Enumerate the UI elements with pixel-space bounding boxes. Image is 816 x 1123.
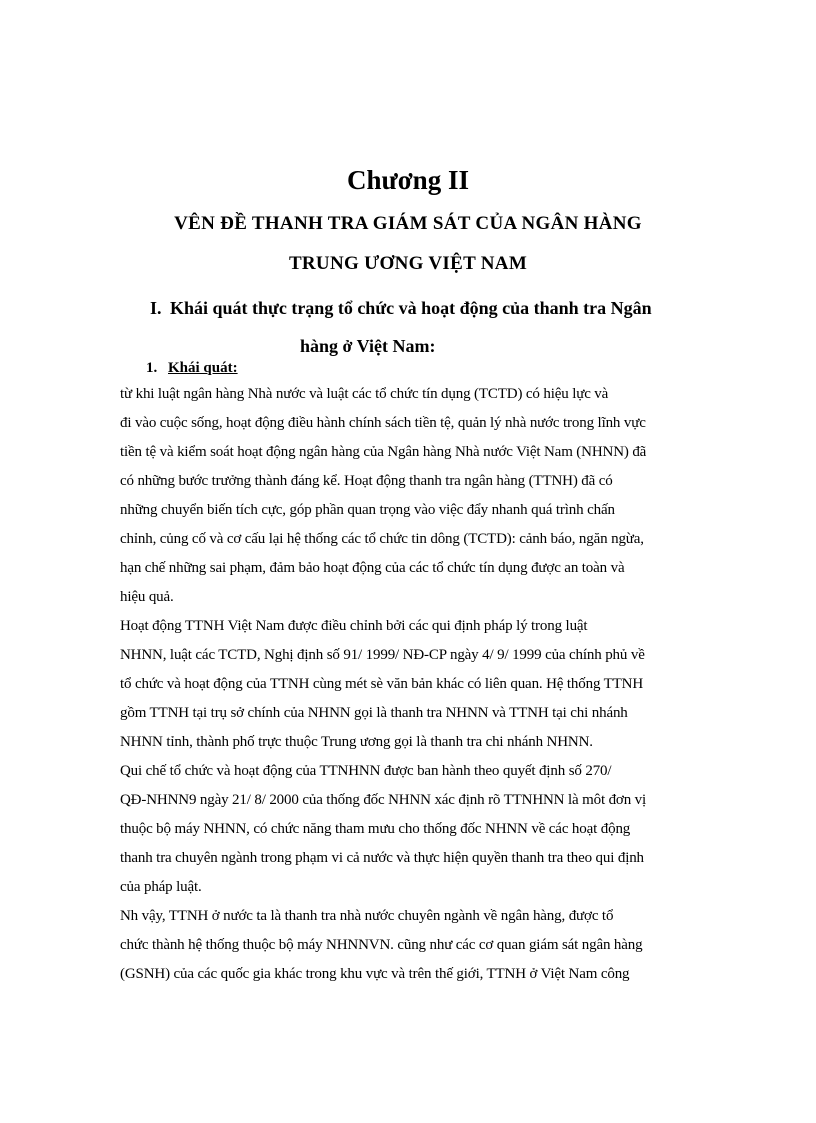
body-line: gồm TTNH tại trụ sở chính của NHNN gọi là thanh tra NHNN và TTNH tại chi nhánh [120, 705, 628, 721]
section-heading-line-1 [150, 289, 710, 327]
body-line: NHNN, luật các TCTD, Nghị định số 91/ 1999/ NĐ-CP ngày 4/ 9/ 1999 của chính phủ về [120, 647, 645, 663]
section-number: I. [150, 298, 162, 318]
sub-heading-number: 1. [146, 360, 158, 376]
body-line: Qui chế tổ chức và hoạt động của TTNHNN được ban hành theo quyết định số 270/ [120, 763, 612, 779]
body-line: chỉnh, củng cố và cơ cấu lại hệ thống các tổ chức tin dông (TCTD): cảnh báo, ngăn ngừa, [120, 531, 644, 547]
body-line: chức thành hệ thống thuộc bộ máy NHNNVN. cũng như các cơ quan giám sát ngân hàng [120, 937, 643, 953]
body-line: từ khi luật ngân hàng Nhà nước và luật các tổ chức tín dụng (TCTD) có hiệu lực và [120, 386, 609, 402]
body-line: những chuyển biến tích cực, góp phần quan trọng vào việc đẩy nhanh quá trình chấn [120, 502, 615, 518]
body-line: có những bước trưởng thành đáng kể. Hoạt động thanh tra ngân hàng (TTNH) đã có [120, 473, 613, 489]
body-line: thanh tra chuyên ngành trong phạm vi cả nước và thực hiện quyền thanh tra theo qui định [120, 850, 644, 866]
body-line: QĐ-NHNN9 ngày 21/ 8/ 2000 của thống đốc NHNN xác định rõ TTNHNN là môt đơn vị [120, 792, 647, 808]
body-text [120, 380, 698, 989]
sub-heading-label: Khái quát: [168, 360, 238, 376]
section-heading-line-2: hàng ở Việt Nam: [300, 336, 436, 356]
body-line: thuộc bộ máy NHNN, có chức năng tham mưu cho thống đốc NHNN về các hoạt động [120, 821, 631, 837]
chapter-title: Chương II [347, 165, 469, 195]
body-line: đi vào cuộc sống, hoạt động điều hành chính sách tiền tệ, quản lý nhà nước trong lĩnh vực [120, 415, 646, 431]
body-line: tiền tệ và kiểm soát hoạt động ngân hàng của Ngân hàng Nhà nước Việt Nam (NHNN) đã [120, 444, 647, 460]
main-heading-line-1: VÊN ĐỀ THANH TRA GIÁM SÁT CỦA NGÂN HÀNG [174, 213, 642, 234]
body-line: NHNN tỉnh, thành phố trực thuộc Trung ương gọi là thanh tra chi nhánh NHNN. [120, 734, 593, 750]
main-heading-line-2: TRUNG ƯƠNG VIỆT NAM [288, 253, 528, 274]
body-line: (GSNH) của các quốc gia khác trong khu vực và trên thế giới, TTNH ở Việt Nam công [120, 966, 630, 982]
body-line: của pháp luật. [120, 879, 202, 895]
body-line: tổ chức và hoạt động của TTNH cùng mét sè văn bản khác có liên quan. Hệ thống TTNH [120, 676, 644, 692]
section-heading [150, 289, 710, 365]
section-heading-text-1: Khái quát thực trạng tổ chức và hoạt động của thanh tra Ngân [170, 298, 652, 318]
body-line: hạn chế những sai phạm, đảm bảo hoạt động của các tổ chức tín dụng được an toàn và [120, 560, 625, 576]
body-line: Hoạt động TTNH Việt Nam được điều chỉnh bởi các qui định pháp lý trong luật [120, 618, 588, 634]
sub-heading [146, 358, 238, 378]
body-line: hiệu quả. [120, 589, 174, 605]
body-line: Nh vậy, TTNH ở nước ta là thanh tra nhà nước chuyên ngành về ngân hàng, được tổ [120, 908, 614, 924]
